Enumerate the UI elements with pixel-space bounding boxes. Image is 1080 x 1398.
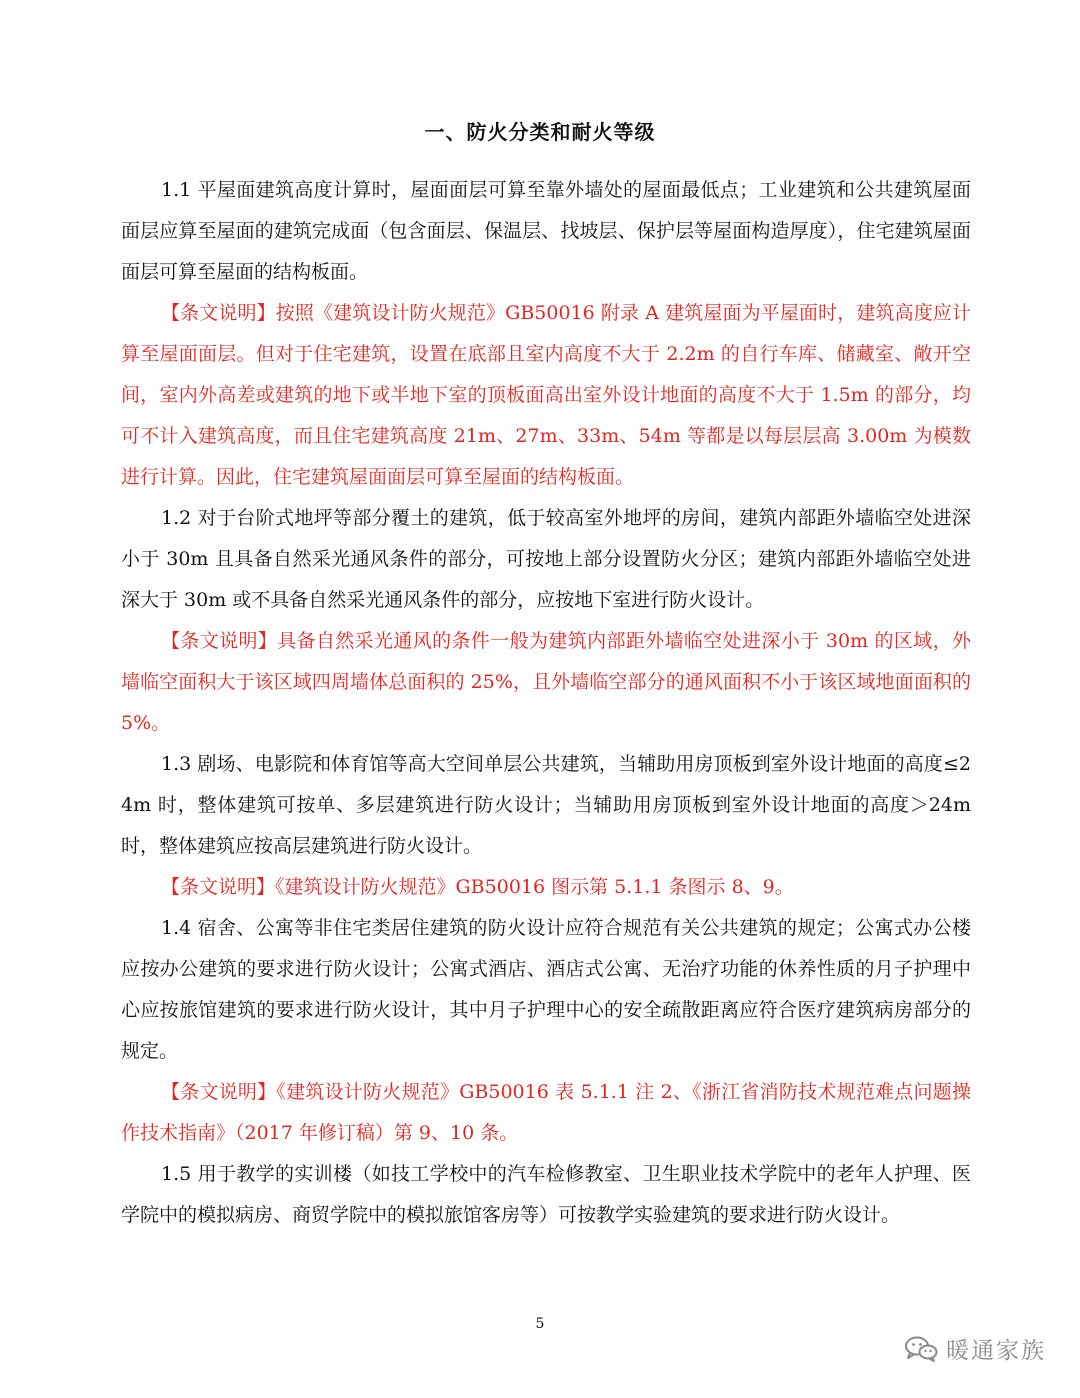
paragraph-1-5: 1.5 用于教学的实训楼（如技工学校中的汽车检修教室、卫生职业技术学院中的老年人护理、医学院中的模拟病房、商贸学院中的模拟旅馆客房等）可按教学实验建筑的要求进行防火设计。 [121,1163,971,1226]
wechat-icon [904,1335,938,1363]
note-1-2: 【条文说明】具备自然采光通风的条件一般为建筑内部距外墙临空处进深小于 30m 的区域，外墙临空面积大于该区域四周墙体总面积的 25%，且外墙临空部分的通风面积不小于该区域地面面积的 5%。 [121,630,971,734]
paragraph-1-2: 1.2 对于台阶式地坪等部分覆土的建筑，低于较高室外地坪的房间，建筑内部距外墙临空处进深小于 30m 且具备自然采光通风条件的部分，可按地上部分设置防火分区；建筑内部距外墙临空处进深大于 30m 或不具备自然采光通风条件的部分，应按地下室进行防火设计。 [121,507,971,611]
paragraph-1-3: 1.3 剧场、电影院和体育馆等高大空间单层公共建筑，当辅助用房顶板到室外设计地面的高度≤24m 时，整体建筑可按单、多层建筑进行防火设计；当辅助用房顶板到室外设计地面的高度＞24m 时，整体建筑应按高层建筑进行防火设计。 [121,753,971,857]
section-title: 一、防火分类和耐火等级 [424,120,656,144]
watermark-text: 暖通家族 [946,1338,1046,1364]
page-number: 5 [535,1316,545,1332]
note-1-3: 【条文说明】《建筑设计防火规范》GB50016 图示第 5.1.1 条图示 8、9。 [161,876,794,898]
document-body [121,170,971,1236]
paragraph-1-4: 1.4 宿舍、公寓等非住宅类居住建筑的防火设计应符合规范有关公共建筑的规定；公寓式办公楼应按办公建筑的要求进行防火设计；公寓式酒店、酒店式公寓、无治疗功能的休养性质的月子护理中心应按旅馆建筑的要求进行防火设计，其中月子护理中心的安全疏散距离应符合医疗建筑病房部分的规定。 [121,917,971,1062]
note-1-1: 【条文说明】按照《建筑设计防火规范》GB50016 附录 A 建筑屋面为平屋面时，建筑高度应计算至屋面面层。但对于住宅建筑，设置在底部且室内高度不大于 2.2m 的自行车库、储藏室、敞开空间，室内外高差或建筑的地下或半地下室的顶板面高出室外设计地面的高度不大于 1.5m 的部分，均可不计入建筑高度，而且住宅建筑高度 21m、27m、33m、54m 等都是以每层层高 3.00m 为模数进行计算。因此，住宅建筑屋面面层可算至屋面的结构板面。 [121,302,971,488]
note-1-4: 【条文说明】《建筑设计防火规范》GB50016 表 5.1.1 注 2、《浙江省消防技术规范难点问题操作技术指南》（2017 年修订稿）第 9、10 条。 [121,1081,971,1144]
watermark [904,1332,1046,1365]
paragraph-1-1: 1.1 平屋面建筑高度计算时，屋面面层可算至靠外墙处的屋面最低点；工业建筑和公共建筑屋面面层应算至屋面的建筑完成面（包含面层、保温层、找坡层、保护层等屋面构造厚度），住宅建筑屋面面层可算至屋面的结构板面。 [121,179,971,283]
